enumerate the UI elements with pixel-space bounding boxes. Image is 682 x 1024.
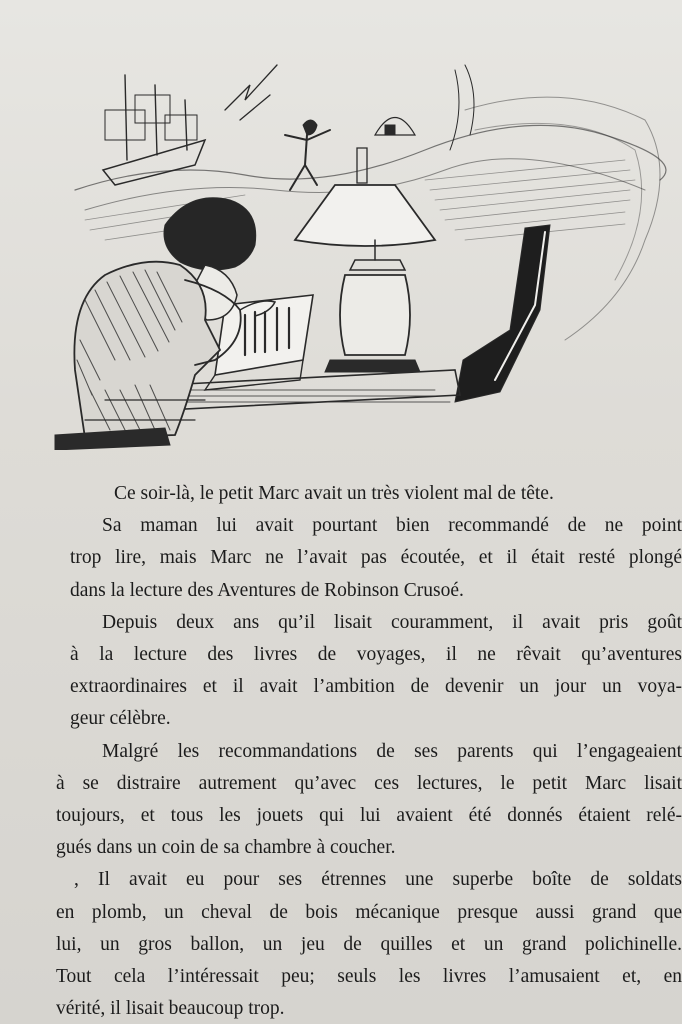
text-line: Ce soir-là, le petit Marc avait un très violent mal de tête. bbox=[114, 483, 554, 504]
body-text bbox=[56, 478, 682, 1024]
text-line: Sa maman lui avait pourtant bien recommandé de ne point bbox=[102, 515, 682, 537]
text-line: dans la lecture des Aventures de Robinson Crusoé. bbox=[70, 579, 464, 601]
text-line: gués dans un coin de sa chambre à coucher. bbox=[56, 837, 396, 859]
text-line: en plomb, un cheval de bois mécanique presque aussi grand que bbox=[56, 901, 682, 923]
boy-reading-illustration bbox=[45, 40, 675, 450]
text-line: lui, un gros ballon, un jeu de quilles et un grand polichinelle. bbox=[56, 933, 682, 955]
text-line: vérité, il lisait beaucoup trop. bbox=[56, 998, 285, 1020]
text-line: à la lecture des livres de voyages, il ne rêvait qu’aventures bbox=[70, 644, 682, 666]
text-line: à se distraire autrement qu’avec ces lectures, le petit Marc lisait bbox=[56, 772, 682, 794]
text-line: Depuis deux ans qu’il lisait couramment, il avait pris goût bbox=[102, 611, 682, 633]
text-line: Tout cela l’intéressait peu; seuls les livres l’amusaient et, en bbox=[56, 966, 682, 988]
text-line: extraordinaires et il avait l’ambition de devenir un jour un voya- bbox=[70, 676, 682, 698]
text-line: toujours, et tous les jouets qui lui avaient été donnés étaient relé- bbox=[56, 805, 682, 827]
text-line: , Il avait eu pour ses étrennes une superbe boîte de soldats bbox=[74, 869, 682, 891]
text-line: geur célèbre. bbox=[70, 708, 171, 730]
text-line: trop lire, mais Marc ne l’avait pas écoutée, et il était resté plongé bbox=[70, 547, 682, 569]
text-line: Malgré les recommandations de ses parents qui l’engageaient bbox=[102, 740, 682, 762]
